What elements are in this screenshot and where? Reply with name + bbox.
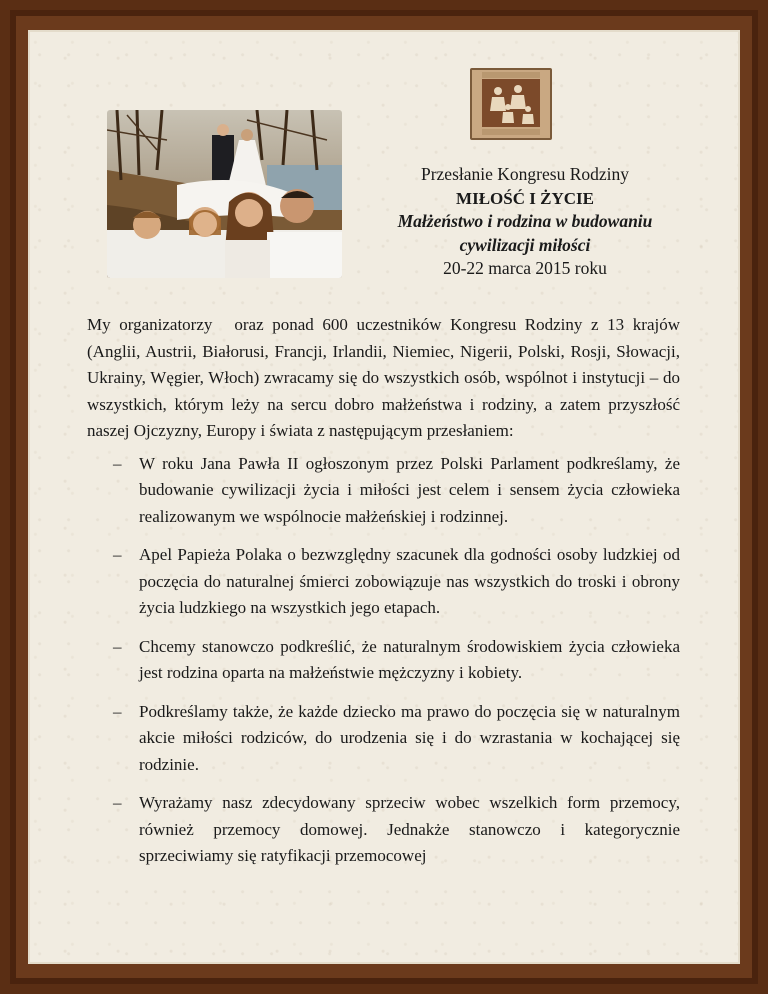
list-item: [87, 542, 680, 622]
dash-bullet: –: [113, 793, 122, 812]
document-heading: [360, 163, 690, 281]
intro-part1: My organizatorzy: [87, 315, 213, 334]
heading-date: 20-22 marca 2015 roku: [443, 258, 607, 278]
congress-logo: [468, 67, 554, 141]
dash-bullet: –: [113, 701, 122, 721]
list-item-text: Podkreślamy także, że każde dziecko ma prawo do poczęcia się w naturalnym akcie miłości rodziców, do urodzenia się i do wzrastania w kochającej się rodzinie.: [139, 701, 680, 774]
document-body: [87, 312, 680, 882]
intro-part2: oraz ponad 600 uczestników Kongresu Rodziny z 13 krajów (Anglii, Austrii, Białorusi, Francji, Irlandii, Niemiec, Nigerii, Polski, Rosji, Słowacji, Ukrainy, Węgier, Włoch) zwracamy się do wszystkich osób, wspólnot i instytucji – do wszystkich, którym leży na sercu dobro małżeństwa i rodziny, a zatem przyszłość naszej Ojczyzny, Europy i świata z następującym przesłaniem:: [87, 315, 680, 440]
list-item-text: W roku Jana Pawła II ogłoszonym przez Polski Parlament podkreślamy, że budowanie cywilizacji życia i miłości jest celem i sensem życia człowieka realizowanym we wspólnocie małżeńskiej i rodzinnej.: [139, 453, 680, 526]
dash-bullet: –: [113, 453, 122, 473]
list-item: [87, 451, 680, 531]
list-item-text: Apel Papieża Polaka o bezwzględny szacunek dla godności osoby ludzkiej od poczęcia do naturalnej śmierci zobowiązuje nas wszystkich do troski i obrony życia ludzkiego na wszystkich jego etapach.: [139, 545, 680, 617]
intro-paragraph: [87, 312, 680, 445]
family-photo: [107, 110, 342, 278]
dash-bullet: –: [113, 636, 122, 656]
list-item: [87, 634, 680, 687]
list-item: [87, 790, 680, 870]
dash-bullet: –: [113, 545, 122, 564]
heading-subtitle-line2: cywilizacji miłości: [459, 234, 591, 255]
list-item: [87, 699, 680, 779]
heading-congress-name: MIŁOŚĆ I ŻYCIE: [456, 188, 594, 208]
heading-subtitle-line1: Małżeństwo i rodzina w budowaniu: [397, 211, 653, 231]
heading-title-line: Przesłanie Kongresu Rodziny: [420, 164, 629, 184]
message-points-list: [87, 451, 680, 870]
list-item-text: Wyrażamy nasz zdecydowany sprzeciw wobec wszelkich form przemocy, również przemocy domowej. Jednakże stanowczo i kategorycznie sprzeciwiamy się ratyfikacji przemocowej: [139, 793, 680, 865]
list-item-text: Chcemy stanowczo podkreślić, że naturalnym środowiskiem życia człowieka jest rodzina oparta na małżeństwie mężczyzny i kobiety.: [139, 636, 680, 682]
